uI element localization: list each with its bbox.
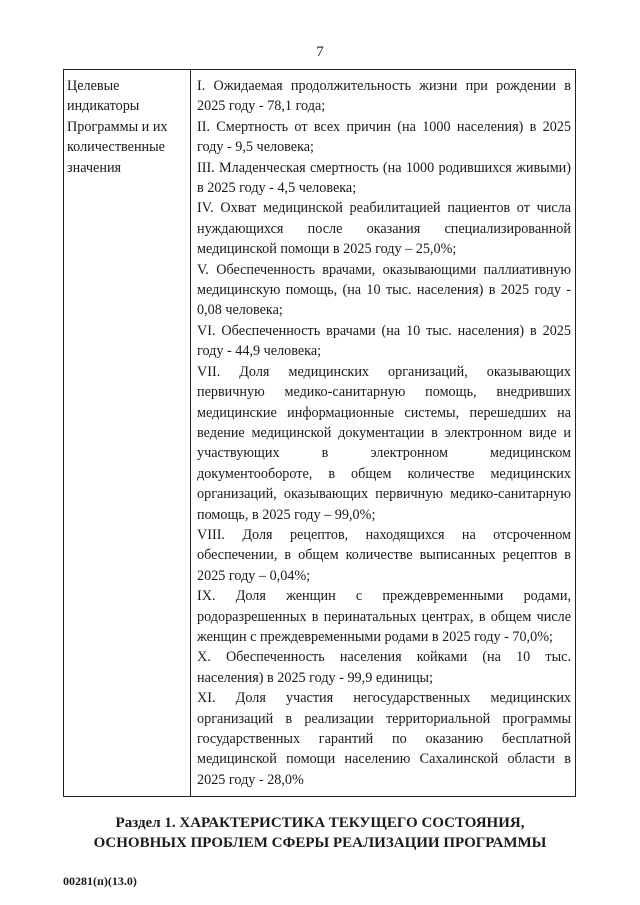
indicators-values-cell xyxy=(191,70,575,796)
indicator-item: III. Младенческая смертность (на 1000 родившихся живыми) в 2025 году - 4,5 человека; xyxy=(197,159,571,197)
page-number: 7 xyxy=(316,44,324,60)
indicators-label-cell: Целевые индикаторы Программы и их количественные значения xyxy=(64,70,191,796)
indicator-item: V. Обеспеченность врачами, оказывающими паллиативную медицинскую помощь, (на 10 тыс. населения) в 2025 году - 0,08 человека; xyxy=(197,261,571,319)
indicator-item: I. Ожидаемая продолжительность жизни при рождении в 2025 году - 78,1 года; xyxy=(197,78,571,115)
section-title-line: ОСНОВНЫХ ПРОБЛЕМ СФЕРЫ РЕАЛИЗАЦИИ ПРОГРАММЫ xyxy=(93,835,547,851)
indicator-item: X. Обеспеченность населения койками (на 10 тыс. населения) в 2025 году - 99,9 единицы; xyxy=(197,649,571,686)
indicator-item: XI. Доля участия негосударственных медицинских организаций в реализации территориальной программы государственных гарантий по оказанию бесплатной медицинской помощи населению Сахалинской области в 2025 году - 28,0% xyxy=(197,690,571,788)
indicator-item: II. Смертность от всех причин (на 1000 населения) в 2025 году - 9,5 человека; xyxy=(197,118,571,156)
indicators-table xyxy=(63,69,576,797)
indicator-item: VI. Обеспеченность врачами (на 10 тыс. населения) в 2025 году - 44,9 человека; xyxy=(197,322,571,360)
section-title xyxy=(0,813,640,853)
section-title-line: Раздел 1. ХАРАКТЕРИСТИКА ТЕКУЩЕГО СОСТОЯНИЯ, xyxy=(115,815,525,831)
document-code: 00281(п)(13.0) xyxy=(63,874,137,888)
indicator-item: VII. Доля медицинских организаций, оказывающих первичную медико-санитарную помощь, внедривших медицинские информационные системы, перешедших на ведение медицинской документации в электронном виде и участвующих в электронном медицинском документообороте, в общем количестве медицинских организаций, оказывающих первичную медико-санитарную помощь, в 2025 году – 99,0%; xyxy=(197,363,571,523)
indicator-item: IX. Доля женщин с преждевременными родами, родоразрешенных в перинатальных центрах, в общем числе женщин с преждевременными родами в 2025 году - 70,0%; xyxy=(197,588,571,645)
indicator-item: IV. Охват медицинской реабилитацией пациентов от числа нуждающихся после оказания специализированной медицинской помощи в 2025 году – 25,0%; xyxy=(197,200,571,258)
indicator-item: VIII. Доля рецептов, находящихся на отсроченном обеспечении, в общем количестве выписанных рецептов в 2025 году – 0,04%; xyxy=(197,526,571,584)
